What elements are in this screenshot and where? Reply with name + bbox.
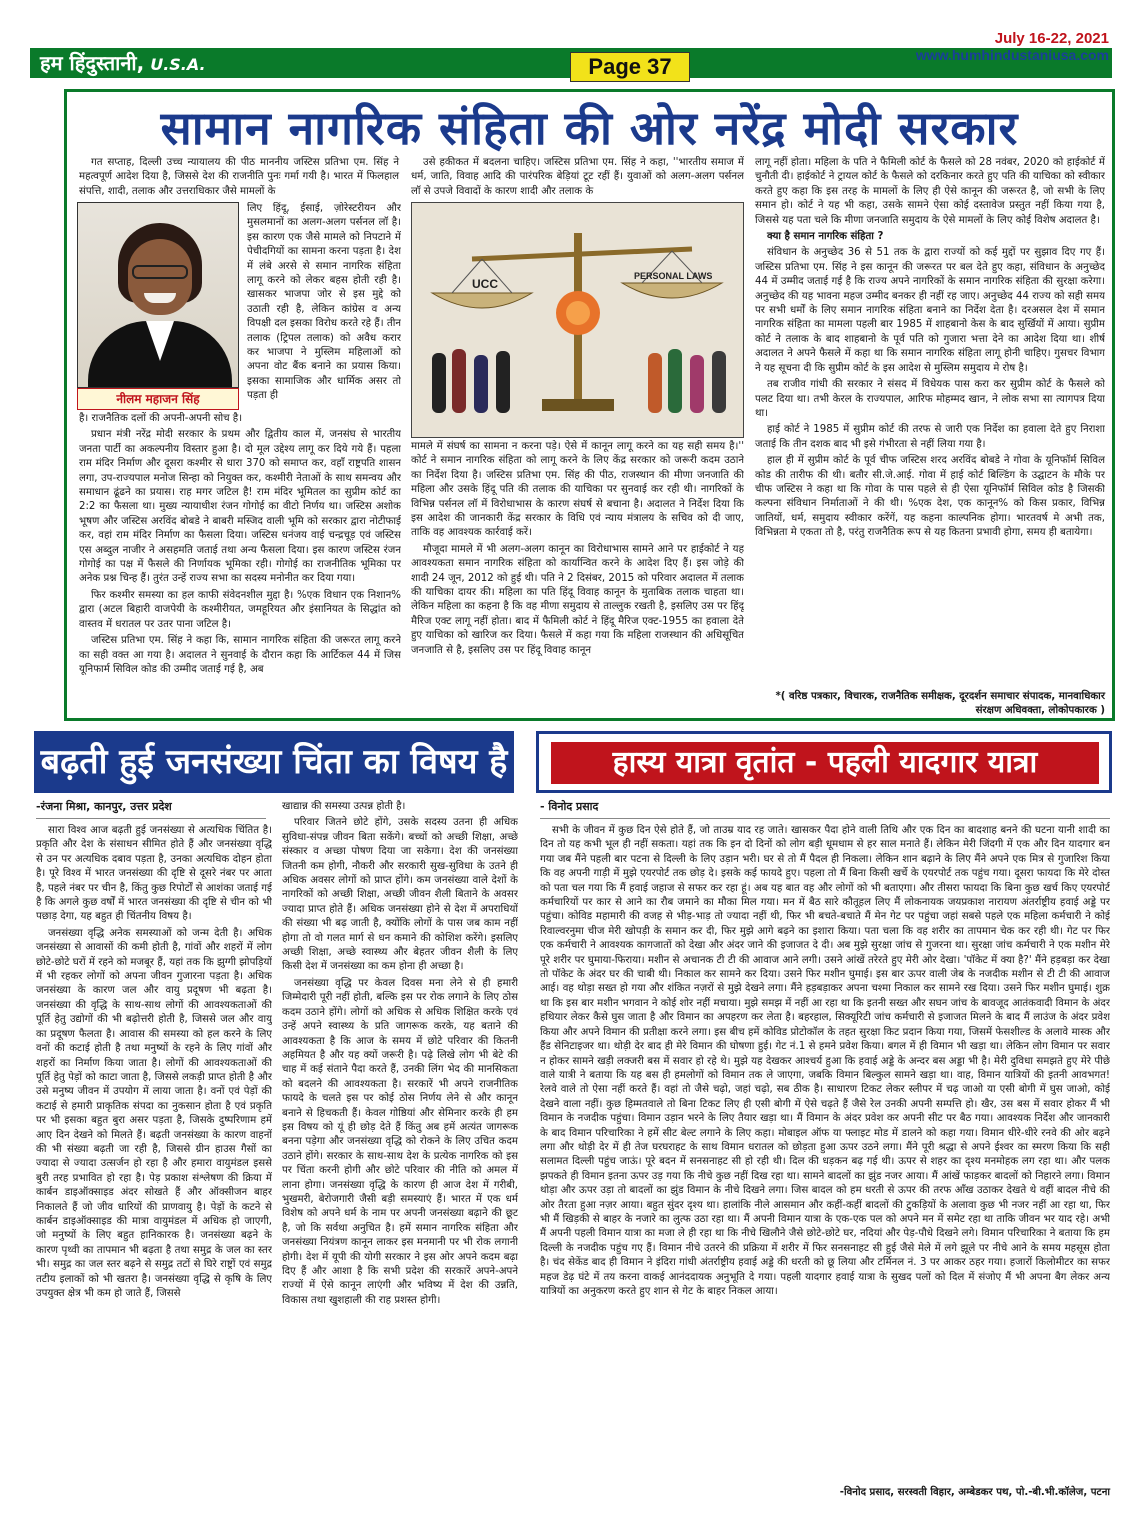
paragraph: सभी के जीवन में कुछ दिन ऐसे होते हैं, जो ताउम्र याद रह जाते। खासकर पैदा होने वाली तिथि और एक दिन का बादशाह बनने की घटना यानी शादी का दिन तो यह कभी भूल ही नहीं सकता। यहां तक कि इन दो दिनों को लोग बड़ी धूमधाम से हर साल मनाते हैं। लेकिन मेरी जिंदगी में एक और दिन यादगार बन गया जब मैंने पहली बार पटना से दिल्ली के लिए उड़ान भरी। घर से तो मैं पैदल ही निकला। लेकिन शान बढ़ाने के लिए मैंने अपने एक मित्र से गुजारिश किया कि वह अपनी गाड़ी में मुझे एयरपोर्ट तक छोड़ दे। इसके कई फायदे हुए। पहला तो मैं बिना किसी खर्चे के एयरपोर्ट तक पहुंच गया। दूसरा फायदा कि मेरे दोस्त को पता चल गया कि मैं हवाई जहाज से सफर कर रहा हूं। अब यह बात वह और लोगों को भी बताएगा। और तीसरा फायदा कि बिना कुछ खर्च किए एयरपोर्ट कर्मचारियों पर कार से आने का रौब जमाने का मौका मिल गया। मन में बैठ सारे कौतूहल लिए मैं लोकनायक जयप्रकाश नारायण अंतर्राष्ट्रीय हवाई अड्डे पर पहुंचा। कोविड महामारी की वजह से भीड़-भाड़ तो ज्यादा नहीं थी, फिर भी बचते-बचाते मैं मेन गेट पर पहुंचा जहां सबसे पहले एक महिला कर्मचारी ने कोई रिवाल्वरनुमा चीज मेरी खोपड़ी के समान कर दी, फिर मुझे आगे बढ़ने का इशारा किया। पता चला कि वह शरीर का तापमान चेक कर रही थी। गेट पर फिर एक कर्मचारी ने आवश्यक कागजातों को देखा और अंदर जाने की इजाजत दे दी। अब मुझे सुरक्षा जांच से गुजरना था। सुरक्षा जांच कर्मचारी ने एक मशीन मेरे पूरे शरीर पर घुमाया-फिराया। मशीन से अचानक टी टी की आवाज आने लगी। उसने आंखें तरेरते हुए मेरी ओर देखा। 'पॉकेट में क्या है?' मैंने हड़बड़ा कर देखा तो पॉकेट के अंदर घर की चाबी थी। निकाल कर सामने कर दिया। उसने फिर मशीन घुमाई। इस बार ऊपर वाली जेब के नजदीक मशीन से टी टी की आवाज आई। वह थोड़ा सख्त हो गया और शंकित नज़रों से मुझे देखने लगा। मैंने हड़बड़ाकर अपना चश्मा निकाल कर सामने रख दिया। उसने फिर मशीन घुमाई। शुक्र था कि इस बार मशीन भगवान ने कोई शोर नहीं मचाया। मुझे समझ में नहीं आ रहा था कि इतनी सख्त और सघन जांच के बावजूद आतंकवादी विमान के अंदर हथियार लेकर कैसे घुस जाता है और विमान का अपहरण कर लेता है। बहरहाल, सिक्यूरिटी जांच कर्मचारी से इजाजत मिलने के बाद मैं लाउंज के अंदर प्रवेश किया और अपने विमान की प्रतीक्षा करने लगा। इस बीच हमें कोविड प्रोटोकॉल के तहत सुरक्षा किट प्रदान किया गया, जिसमें फेसशील्ड के अलावे मास्क और हैंड सेनिटाइजर था। थोड़ी देर बाद ही मेरे विमान की घोषणा हुई। गेट नं.1 से हमने प्रवेश किया। बगल में ही विमान भी खड़ा था। लेकिन लोग विमान पर सवार न होकर सामने खड़ी लक्जरी बस में सवार हो रहे थे। मुझे यह देखकर आश्चर्य हुआ कि हवाई अड्डे के अन्दर बस अड्डा भी है। मेरी दुविधा समझते हुए मेरे पीछे वाले यात्री ने बताया कि यह बस ही हमलोगों को विमान तक ले जाएगा, जबकि विमान बिल्कुल सामने खड़ा था। वाह, विमान यात्रियों की इतनी आवभगत! रेलवे वाले तो ऐसा नहीं करते हैं। वहां तो जैसे चढ़ो, जहां चढ़ो, सब ठीक है। साधारण टिकट लेकर स्लीपर में चढ़ जाओ या एसी बोगी में घुस जाओ, कोई देखने वाला नहीं। कुछ हिम्मतवाले तो बिना टिकट लिए ही एसी बोगी में ऐसे चढ़ते हैं जैसे रेल उनकी अपनी सम्पत्ति हो। खैर, उस बस में सवार होकर मैं भी विमान के नजदीक पहुंचा। विमान उड़ान भरने के लिए तैयार खड़ा था। मैं विमान के अंदर प्रवेश कर अपनी सीट पर बैठ गया। आवश्यक निर्देश और जानकारी के बाद विमान परिचारिका ने हमें सीट बेल्ट लगाने के लिए कहा। मोबाइल ऑफ या फ्लाइट मोड में डालने को कहा गया। विमान धीरे-धीरे रनवे की ओर बढ़ने लगा और थोड़ी देर में ही तेज घरघराहट के साथ विमान धरातल को छोड़ता हुआ ऊपर उठने लगा। मैंने पूरी श्रद्धा से अपने ईश्वर का स्मरण किया कि सही सलामत दिल्ली पहुंच जाऊं। पूरे बदन में सनसनाहट सी हो रही थी। दिल की धड़कन बढ़ गई थी। ऊपर से शहर का दृश्य मनमोहक लग रहा था। और पलक झपकते ही विमान इतना ऊपर उड़ गया कि नीचे कुछ नहीं दिख रहा था। सामने बादलों का झुंड नजर आया। मैं आंखें फाड़कर बादलों को निहारने लगा। विमान थोड़ा और ऊपर उड़ा तो बादलों का झुंड विमान के नीचे दिखने लगा। जिस बादल को हम धरती से ऊपर की तरफ आँख उठाकर देखते थे वहीं बादल नीचे की ओर तैरता हुआ नज़र आया। बहुत सुंदर दृश्य था। हालांकि नीले आसमान और कहीं-कहीं बादलों की टुकड़ियों के अलावा कुछ भी नजर नहीं आ रहा था, फिर भी मैं खिड़की से बाहर के नजारे का लुत्फ उठा रहा था। मैं अपनी विमान यात्रा के एक-एक पल को अपने मन में समेट रहा था ताकि जीवन भर याद रहे। अभी मैं अपनी पहली विमान यात्रा का मजा ले ही रहा था कि नीचे खिलौने जैसे छोटे-छोटे घर, नदियां और पेड़-पौधे दिखने लगे। विमान परिचारिका ने बताया कि हम दिल्ली के नजदीक पहुंच गए हैं। विमान नीचे उतरने की प्रक्रिया में शरीर में फिर सनसनाहट सी हुई जैसे मेले में लगे झूले पर नीचे आने के समय महसूस होता है। चंद सेकेंड बाद ही विमान ने इंदिरा गांधी अंतर्राष्ट्रीय हवाई अड्डे की धरती को छू लिया और टर्मिनल नं. 3 पर आकर ठहर गया। हजारों किलोमीटर का सफर महज डेढ़ घंटे में तय करना वाकई आनंददायक अनुभूति दे गया। पहली यादगार हवाई यात्रा के सुखद पलों को दिल में संजोए मैं भी अपना बैग लेकर अन्य यात्रियों का अनुकरण करते हुए शान से गेट के बाहर निकल आया। [540,825,1110,1297]
paragraph: प्रधान मंत्री नरेंद्र मोदी सरकार के प्रथम और द्वितीय काल में, जनसंघ से भारतीय जनता पार्टी का अकल्पनीय विस्तार हुआ है। दो मूल उद्देश्य लागू कर दिये गये हैं। पहला राम मंदिर निर्माण और दूसरा कश्मीर से धारा 370 को समाप्त कर, वहाँ राष्ट्रपति शासन लगा, उप-राज्यपाल मनोज सिन्हा को नियुक्त कर, कश्मीरी नेताओं के साथ समन्वय और समाधान ढूंढने का प्रयास। राह मगर जटिल है! राम मंदिर भूमितल का सुप्रीम कोर्ट का 2:2 का फैसला था। मुख्य न्यायाधीश रंजन गोगोई का वीटो निर्णय था। जस्टिस अशोक भूषण और जस्टिस अरविंद बोबडे ने बाबरी मस्जिद वाली भूमि को सरकार द्वारा नोटीफाई कर, वहां राम मंदिर निर्माण का फैसला दिया। जस्टिस धनंजय वाई चन्द्रचूड़ एवं जस्टिस एस अब्दुल नाजीर ने असहमति जताई तथा अन्य फैसला दिया। इस कारण जस्टिस रंजन गोगोई का पक्ष में फैसले की निर्णायक भूमिका रही। गोगोई का राजनीतिक भूमिका पर अनेक प्रश्न चिन्ह हैं। तुरंत उन्हें राज्य सभा का सदस्य मनोनीत कर दिया गया। [79,429,401,585]
paragraph: लागू नहीं होता। महिला के पति ने फैमिली कोर्ट के फैसले को 28 नवंबर, 2020 को हाईकोर्ट में चुनौती दी। हाईकोर्ट ने ट्रायल कोर्ट के फैसले को दरकिनार करते हुए पति की याचिका को स्वीकार करते हुए कहा कि इस तरह के मामलों के लिए ही ऐसे कानून की जरूरत है, जो सभी के लिए समान हो। कोर्ट ने यह भी कहा, उसके सामने ऐसा कोई दस्तावेज प्रस्तुत नहीं किया गया है, जिससे यह पता चले कि मीणा जनजाति समुदाय के ऐसे मामलों के लिए कोई विशेष अदालत है। [755,157,1105,226]
main-article [64,89,1115,721]
page-number: Page 37 [570,52,690,82]
main-col1-side [247,202,401,410]
population-headline: बढ़ती हुई जनसंख्या चिंता का विषय है [34,731,514,793]
website-link[interactable]: www.humhindustaniusa.com [915,47,1109,63]
paragraph: मामले में संघर्ष का सामना न करना पड़े। ऐसे में कानून लागू करने का यह सही समय है।'' कोर्ट ने समान नागरिक संहिता को लागू करने के लिए केंद्र सरकार को जरूरी कदम उठाने का निर्देश दिया है। जस्टिस प्रतिभा एम. सिंह की पीठ, राजस्थान की मीणा जनजाति की महिला और उसके हिंदू पति की तलाक की याचिका पर सुनवाई कर रही थी। नागरिकों के विभिन्न पर्सनल लॉ में विरोधाभास के कारण संघर्ष से बचाना है। अदालत ने निर्देश दिया कि इस आदेश की जानकारी केंद्र सरकार के विधि एवं न्याय मंत्रालय के सचिव को दी जाए, ताकि वह आवश्यक कार्रवाई करें। [411,441,744,539]
personal-laws-label: PERSONAL LAWS [634,271,713,281]
paragraph: खाद्यान्न की समस्या उत्पन्न होती है। [282,801,406,812]
ucc-cartoon [411,202,744,438]
travel-byline-wrap [540,800,840,816]
paragraph: लिए हिंदू, ईसाई, ज़ोरेस्टरीयन और मुसलमानों का अलग-अलग पर्सनल लॉ है। इस कारण एक जैसे मामले को निपटाने में पेचीदगियों का सामना करना पड़ता है। देश में लंबे अरसे से समान नागरिक संहिता लागू करने को लेकर बहस होती रही है। खासकर भाजपा जोर से इस मुद्दे को उठाती रही है, लेकिन कांग्रेस व अन्य विपक्षी दल इसका विरोध करते रहे हैं। तीन तलाक (ट्रिपल तलाक) को अवैध करार कर भाजपा ने मुस्लिम महिलाओं को अपना वोट बैंक बनाने का प्रयास किया। इसका सामाजिक और धार्मिक असर तो पड़ता ही [247,203,401,402]
paragraph: जनसंख्या वृद्धि अनेक समस्याओं को जन्म देती है। अधिक जनसंख्या से आवासों की कमी होती है, गांवों और शहरों में लोग छोटे-छोटे घरों में रहने को मजबूर हैं, यहां तक कि झुग्गी झोपड़ियों में भी रहकर लोगों को अपना जीवन गुजारना पड़ता है। अधिक जनसंख्या के कारण जल और वायु प्रदूषण भी बढ़ता है। जनसंख्या की वृद्धि के साथ-साथ लोगों की आवश्यकताओं की पूर्ति हेतु उद्योगों की भी बढ़ोत्तरी होती है, जिससे जल और वायु का प्रदूषण फैलता है। आवास की समस्या को हल करने के लिए वनों की कटाई होती है तथा मनुष्यों के रहने के लिए गांवों और शहरों का निर्माण किया जाता है। लोगों की आवश्यकताओं की पूर्ति हेतु पेड़ों को काटा जाता है, जिससे लकड़ी प्राप्त होती है और उसे मनुष्य जीवन में उपयोग में लाया जाता है। वनों एवं पेड़ों की कटाई से हमारी प्राकृतिक संपदा का नुकसान होता है एवं प्रकृति पर भी इसका बहुत बुरा असर पड़ता है, जिसके दुष्परिणाम हमें आए दिन देखने को मिलते हैं। बढ़ती जनसंख्या के कारण वाहनों की भी संख्या बढ़ती जा रही है, जिससे ग्रीन हाउस गैसों का ज्यादा से ज्यादा उत्सर्जन हो रहा है और हमारा वायुमंडल इससे बुरी तरह प्रभावित हो रहा है। पेड़ प्रकाश संश्लेषण की क्रिया में कार्बन डाइऑक्साइड अंदर सोखते हैं और ऑक्सीजन बाहर निकालते हैं जो जीव धारियों की प्राणवायु है। पेड़ों के कटने से कार्बन डाइऑक्साइड की मात्रा वायुमंडल में अधिक हो जाएगी, जो मनुष्यों के लिए बहुत हानिकारक है। जनसंख्या बढ़ने के कारण पृथ्वी का तापमान भी बढ़ता है तथा समुद्र के जल का स्तर भी। समुद्र का जल स्तर बढ़ने से समुद्र तटों से घिरे राष्ट्रों एवं समुद्र तटीय इलाकों को भी खतरा है। जनसंख्या वृद्धि से कृषि के लिए उपयुक्त क्षेत्र भी कम हो जाते हैं, जिससे [36,927,272,1299]
paragraph: तब राजीव गांधी की सरकार ने संसद में विधेयक पास करा कर सुप्रीम कोर्ट के फैसले को पलट दिया था। तभी केरल के राज्यपाल, आरिफ मोहम्मद खान, ने लोक सभा सा त्यागपत्र दिया था। [755,379,1105,419]
travel-body [540,824,1110,1484]
travel-byline: - विनोद प्रसाद [540,800,599,813]
paragraph: परिवार जितने छोटे होंगे, उसके सदस्य उतना ही अधिक सुविधा-संपन्न जीवन बिता सकेंगे। बच्चों को अच्छी शिक्षा, अच्छे संस्कार व अच्छा पोषण दिया जा सकेगा। देश की जनसंख्या जितनी कम होगी, नौकरी और सरकारी सुख-सुविधा के उतने ही अधिक अवसर लोगों को प्राप्त होंगे। कम जनसंख्या वाले देशों के नागरिकों को अच्छी शिक्षा, अच्छी जीवन शैली बिताने के अवसर ज्यादा प्राप्त होते हैं। अधिक जनसंख्या होने से देश में अपराधियों की संख्या भी बढ़ जाती है, क्योंकि लोगों के पास जब काम नहीं होगा तो वो गलत मार्ग से धन कमाने की कोशिश करेंगे। इसलिए अच्छी शिक्षा, अच्छे स्वास्थ्य और बेहतर जीवन शैली के लिए किसी देश में जनसंख्या का कम होना ही अच्छा है। [282,817,518,973]
paragraph: हाल ही में सुप्रीम कोर्ट के पूर्व चीफ जस्टिस शरद अरविंद बोबडे ने गोवा के यूनिफॉर्म सिविल कोड की तारीफ की थी। बतौर सी.जे.आई. गोवा में हाई कोर्ट बिल्डिंग के उद्घाटन के मौके पर चीफ जस्टिस ने कहा था कि गोवा के पास पहले से ही ऐसा यूनिफॉर्म सिविल कोड है जिसकी कल्पना संविधान निर्माताओं ने की थी। %एक देश, एक कानून% को किस प्रकार, विभिन्न जातियों, धर्म, समुदाय स्वीकार करेंगें, यह कहना काल्पनिक होगा। भारतवर्ष मे अभी तक, विभिन्नता मे एकता तो है, परंतु राजनैतिक रूप से यह कितना प्रभावी होगा, समय ही बतायेगा। [755,455,1105,539]
author-photo [77,202,239,388]
main-headline: सामान नागरिक संहिता की ओर नरेंद्र मोदी सरकार [160,101,1019,155]
paragraph: हाई कोर्ट ने 1985 में सुप्रीम कोर्ट की तरफ से जारी एक निर्देश का हवाला देते हुए निराशा जताई कि तीन दशक बाद भी इसे गंभीरता से नहीं लिया गया है। [755,424,1105,450]
main-col1-top [79,156,399,206]
travel-signature: -विनोद प्रसाद, सरस्वती विहार, अम्बेडकर पथ, पो.-बी.भी.कॉलेज, पटना [839,1487,1110,1498]
travel-headline-box [536,731,1112,793]
date-block [916,30,1109,63]
masthead-brand [40,48,206,80]
paragraph: फिर कश्मीर समस्या का हल काफी संवेदनशील मुद्दा है। %एक विधान एक निशान% द्वारा (अटल बिहारी वाजपेयी के कश्मीरीयत, जमहूरियत और इंसानियत के सिद्धांत को वास्तव में धरातल पर उतर पाना जटिल है। [79,589,401,630]
travel-divider [540,818,1110,819]
main-col3-body [755,156,1105,688]
scale-illustration [412,203,744,438]
travel-headline: हास्य यात्रा वृतांत - पहली यादगार यात्रा [551,742,1099,784]
paragraph: गत सप्ताह, दिल्ली उच्च न्यायालय की पीठ माननीय जस्टिस प्रतिभा एम. सिंह ने महत्वपूर्ण आदेश दिया है, जिससे देश की राजनीति पुनः गर्मा गयी है। भारत में फिलहाल संपत्ति, शादी, तलाक और उत्तराधिकार जैसे मामलों के [79,157,399,197]
population-col2 [282,800,518,1500]
brand-name: हम हिंदुस्तानी, [40,51,145,75]
main-col2-body [411,440,744,720]
paragraph: मौजूदा मामले में भी अलग-अलग कानून का विरोधाभास सामने आने पर हाईकोर्ट ने यह आवश्यकता समान नागरिक संहिता को कार्यान्वित करने के आदेश दिए हैं। इस जोड़े की शादी 24 जून, 2012 को हुई थी। पति ने 2 दिसंबर, 2015 को परिवार अदालत में तलाक की याचिका दायर की। महिला का पति हिंदू विवाह कानून के मुताबिक तलाक चाहता था। लेकिन महिला का कहना है कि वह मीणा समुदाय से ताल्लुक रखती है, इसलिए उस पर हिंदू मैरिज एक्ट लागू नहीं होता। बाद में फैमिली कोर्ट ने हिंदू मैरिज एक्ट-1955 का हवाला देते हुए याचिका को खारिज कर दिया। फैसले में कहा गया कि महिला राजस्थान की अधिसूचित जनजाति से है, इसलिए उस पर हिंदू विवाह कानून [411,543,744,656]
paragraph: जस्टिस प्रतिभा एम. सिंह ने कहा कि, सामान नागरिक संहिता की जरूरत लागू करने का सही वक्त आ गया है। अदालत ने सुनवाई के दौरान कहा कि आर्टिकल 44 में जिस यूनिफार्म सिविल कोड की उम्मीद जताई गई है, अब [79,635,401,675]
author-note: *( वरिष्ठ पत्रकार, विचारक, राजनैतिक समीक्षक, दूरदर्शन समाचार संपादक, मानवाधिकार संरक्षण अधिवक्ता, लोकोपकारक ) [775,691,1105,717]
population-byline: -रंजना मिश्रा, कानपुर, उत्तर प्रदेश [36,800,172,813]
population-col1 [36,824,272,1500]
subheading: क्या है समान नागरिक संहिता ? [767,231,884,243]
paragraph: संविधान के अनुच्छेद 36 से 51 तक के द्वारा राज्यों को कई मुद्दों पर सुझाव दिए गए हैं। जस्टिस प्रतिभा एम. सिंह ने इस कानून की जरूरत पर बल देते हुए कहा, संविधान के अनुच्छेद 44 में उम्मीद जताई गई है कि राज्य अपने नागरिकों के समान नागरिक संहिता की सुरक्षा करेगा। अनुच्छेद की यह भावना महज उम्मीद बनकर ही नहीं रह जाए। अनुच्छेद 44 राज्य को सही समय पर सभी धर्मों के लिए समान नागरिक संहिता बनाने का निर्देश देता है। दरअसल देश में समान नागरिक संहिता का मामला पहली बार 1985 में शाहबानो केस के बाद सुर्खियों में आया। सुप्रीम कोर्ट ने तलाक के बाद शाहबानो के पूर्व पति को गुजारा भत्ता देने का आदेश दिया था। शीर्ष अदालत ने अपने फैसले में कहा था कि समान नागरिक संहिता लागू होनी चाहिए। गुसचर विभाग ने यह सूचना दी कि सुप्रीम कोर्ट के इस आदेश से मुस्लिम समुदाय मे रोष है। [755,247,1105,374]
issue-date: July 16-22, 2021 [994,30,1109,47]
author-caption: नीलम महाजन सिंह [77,388,239,410]
ucc-label: UCC [472,277,498,291]
paragraph: सारा विश्व आज बढ़ती हुई जनसंख्या से अत्यधिक चिंतित है। प्रकृति और देश के संसाधन सीमित होते हैं और जनसंख्या वृद्धि से उन पर अत्यधिक दबाव पड़ता है, उनका अत्यधिक दोहन होता है। पूरे विश्व में भारत जनसंख्या की दृष्टि से दूसरे नंबर पर आता है, पहले नंबर पर चीन है, किंतु कुछ रिपोर्टों से आशंका जताई गई है कि अगले कुछ वर्षों में भारत जनसंख्या की दृष्टि से चीन को भी पछाड़ देगा, यह बहुत ही चिंतनीय विषय है। [36,825,272,923]
paragraph: है। राजनैतिक दलों की अपनी-अपनी सोच है। [79,413,243,424]
paragraph: उसे हकीकत में बदलना चाहिए। जस्टिस प्रतिभा एम. सिंह ने कहा, ''भारतीय समाज में धर्म, जाति, विवाह आदि की पारंपरिक बेड़ियां टूट रहीं हैं। युवाओं को अलग-अलग पर्सनल लॉ से उपजे विवादों के कारण शादी और तलाक के [411,157,744,197]
byline-divider [36,818,266,819]
main-col1-body [79,412,401,717]
population-byline-wrap [36,800,266,816]
paragraph: जनसंख्या वृद्धि पर केवल दिवस मना लेने से ही हमारी जिम्मेदारी पूरी नहीं होती, बल्कि इस पर रोक लगाने के लिए ठोस कदम उठाने होंगे। लोगों को अधिक से अधिक शिक्षित करके एवं उन्हें अपने स्वास्थ्य के प्रति जागरूक करके, यह बताने की आवश्यकता है कि आज के समय में छोटे परिवार की कितनी अहमियत है और यह क्यों जरूरी है। पढ़े लिखे लोग भी बेटे की चाह में कई संताने पैदा करते हैं, उनकी लिंग भेद की मानसिकता को बदलने की आवश्यकता है। सरकारें भी अपने राजनीतिक फायदे के चलते इस पर कोई ठोस निर्णय लेने से और कानून बनाने से हिचकती हैं। केवल गोष्ठियां और सेमिनार करके ही हम इस विषय को यूं ही छोड़ देते हैं किंतु अब हमें अत्यंत जागरूक बनना पड़ेगा और जनसंख्या वृद्धि को रोकने के लिए उचित कदम उठाने होंगे। सरकार के साथ-साथ देश के प्रत्येक नागरिक को इस पर चिंता करनी होगी और छोटे परिवार की नीति को अमल में लाना होगा। जनसंख्या वृद्धि के कारण ही आज देश में गरीबी, भुखमरी, बेरोजगारी जैसी बड़ी समस्याएं हैं। भारत में एक धर्म विशेष को अपने धर्म के नाम पर अपनी जनसंख्या बढ़ाने की छूट है, जो कि सर्वथा अनुचित है। हमें समान नागरिक संहिता और जनसंख्या नियंत्रण कानून लाकर इस मनमानी पर भी रोक लगानी होगी। देश में यूपी की योगी सरकार ने इस ओर अपने कदम बढ़ा दिए हैं और आशा है कि सभी प्रदेश की सरकारें अपने-अपने राज्यों में ऐसे कानून लाएंगी और भविष्य में देश की उन्नति, विकास तथा खुशहाली की राह प्रशस्त होगी। [282,977,518,1306]
main-col2-top [411,156,744,202]
brand-suffix: U.S.A. [150,55,206,74]
